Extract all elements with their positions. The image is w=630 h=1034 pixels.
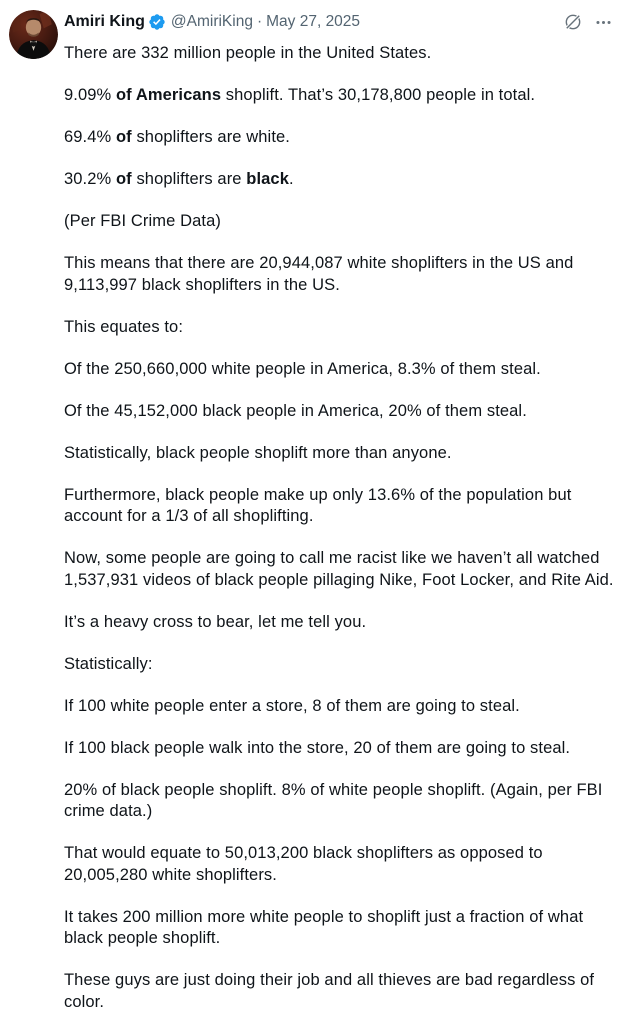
post-date[interactable]: May 27, 2025 bbox=[266, 13, 361, 30]
tweet-paragraph: That would equate to 50,013,200 black shoplifters as opposed to 20,005,280 white shoplifters. bbox=[64, 844, 543, 884]
tweet-content bbox=[64, 10, 616, 1034]
tweet-paragraph: There are 332 million people in the United States. bbox=[64, 44, 432, 62]
tweet-paragraph: Of the 250,660,000 white people in America, 8.3% of them steal. bbox=[64, 359, 541, 378]
tweet-paragraph: This equates to: bbox=[64, 317, 184, 336]
tweet-paragraph: 30.2% of shoplifters are black. bbox=[64, 170, 294, 188]
tweet-paragraph: It takes 200 million more white people to shoplift just a fraction of what black people shoplift. bbox=[64, 907, 584, 947]
author-handle[interactable]: @AmiriKing bbox=[170, 13, 253, 30]
grok-actions-button[interactable] bbox=[560, 9, 586, 35]
tweet-text bbox=[64, 43, 616, 1013]
more-options-button[interactable] bbox=[590, 9, 616, 35]
avatar[interactable] bbox=[9, 10, 58, 59]
tweet-paragraph: If 100 black people walk into the store, 20 of them are going to steal. bbox=[64, 738, 571, 757]
tweet-paragraph: It’s a heavy cross to bear, let me tell you. bbox=[64, 612, 367, 631]
author-display-name[interactable]: Amiri King bbox=[64, 13, 145, 30]
tweet-paragraph: This means that there are 20,944,087 white shoplifters in the US and 9,113,997 black shoplifters in the US. bbox=[64, 254, 574, 294]
tweet-paragraph: Statistically, black people shoplift more than anyone. bbox=[64, 443, 452, 462]
header-separator: · bbox=[256, 13, 263, 30]
tweet-header bbox=[64, 11, 616, 33]
tweet-paragraph: These guys are just doing their job and all thieves are bad regardless of color. bbox=[64, 971, 595, 1011]
grok-slashed-circle-icon bbox=[563, 12, 583, 32]
tweet-paragraph: Furthermore, black people make up only 13.6% of the population but account for a 1/3 of all shoplifting. bbox=[64, 485, 572, 525]
tweet-paragraph: (Per FBI Crime Data) bbox=[64, 212, 221, 230]
tweet-paragraph: 9.09% of Americans shoplift. That’s 30,178,800 people in total. bbox=[64, 86, 536, 104]
tweet-paragraph: Now, some people are going to call me racist like we haven’t all watched 1,537,931 videos of black people pillaging Nike, Foot Locker, and Rite Aid. bbox=[64, 549, 614, 589]
avatar-image bbox=[9, 10, 58, 59]
tweet-paragraph: 69.4% of shoplifters are white. bbox=[64, 128, 290, 146]
verified-badge-icon bbox=[148, 13, 166, 31]
tweet-paragraph: If 100 white people enter a store, 8 of them are going to steal. bbox=[64, 696, 520, 715]
ellipsis-more-icon bbox=[594, 13, 613, 32]
tweet-paragraph: Statistically: bbox=[64, 654, 153, 673]
tweet-paragraph: 20% of black people shoplift. 8% of white people shoplift. (Again, per FBI crime data.) bbox=[64, 780, 603, 820]
avatar-column bbox=[9, 10, 58, 1034]
tweet-paragraph: Of the 45,152,000 black people in America, 20% of them steal. bbox=[64, 401, 527, 420]
